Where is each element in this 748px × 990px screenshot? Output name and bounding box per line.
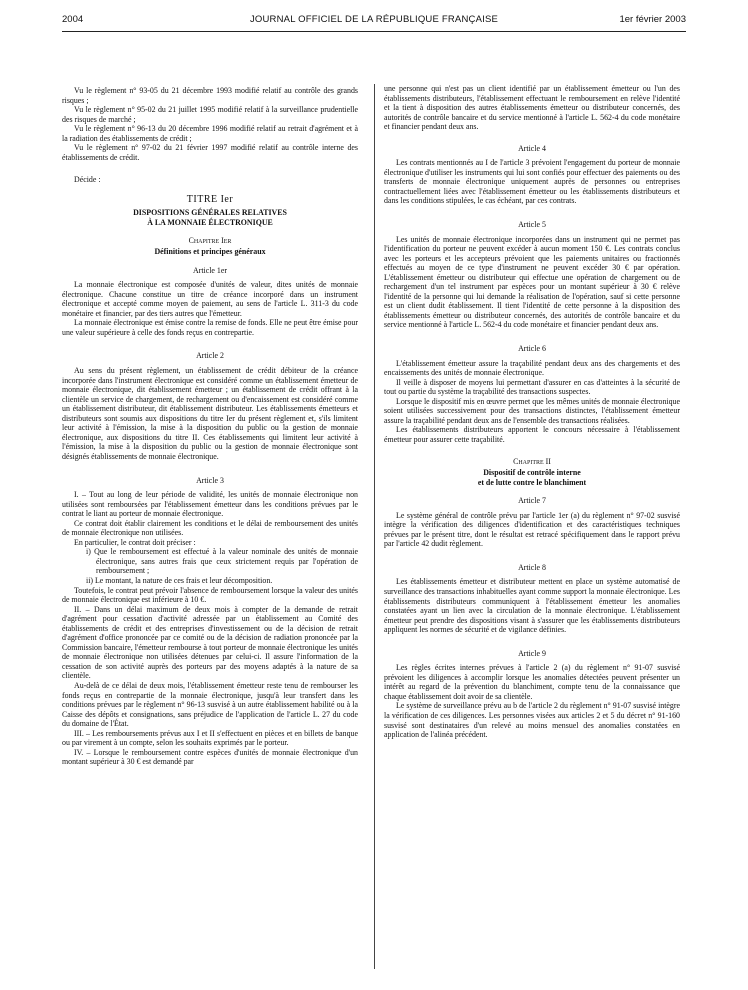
page-number: 2004: [62, 14, 84, 25]
chapter-title: Définitions et principes généraux: [154, 247, 266, 257]
issue-date: 1er février 2003: [619, 14, 686, 25]
visa: Vu le règlement n° 95-02 du 21 juillet 1995 modifié relatif à la surveillance prudentielle des risques de marché ;: [62, 105, 358, 124]
paragraph: Ce contrat doit établir clairement les conditions et le délai de remboursement des unités de monnaie électronique non utilisées.: [62, 518, 358, 538]
article-heading: Article 8: [518, 562, 546, 572]
page-header: [62, 14, 686, 30]
chapter-title: et de lutte contre le blanchiment: [477, 477, 587, 487]
paragraph: une personne qui n'est pas un client identifié par un établissement émetteur ou l'un des établissements distributeurs, l'établissement effectuant le remboursement en relève l'identité et la tient à disposition des autres établissements émetteur ou distributeur concernés, des autorités de contrôle bancaire et du service mentionné à l'article L. 562-4 du code monétaire et financier pendant deux ans.: [384, 84, 680, 132]
title-subheading: DISPOSITIONS GÉNÉRALES RELATIVES: [133, 208, 287, 218]
article-heading: Article 3: [196, 475, 224, 485]
article-heading: Article 6: [518, 344, 546, 354]
paragraph: Le système de surveillance prévu au b de l'article 2 du règlement n° 91-07 susvisé intègre la vérification de ces diligences. Les personnes visées aux articles 2 et 5 du décret n° 91-160 susvisé sont destinataires d'un relevé au moins mensuel des anomalies constatées en application de l'alinéa précédent.: [384, 701, 680, 740]
paragraph: L'établissement émetteur assure la traçabilité pendant deux ans des chargements et des encaissements des unités de monnaie électronique.: [384, 358, 680, 378]
column-divider: [374, 84, 375, 969]
article-heading: Article 4: [518, 143, 546, 153]
chapter-heading: Chapitre Ier: [188, 235, 232, 245]
chapter-title: Dispositif de contrôle interne: [483, 468, 581, 478]
chapter-heading: Chapitre II: [513, 456, 551, 466]
visa: Vu le règlement n° 93-05 du 21 décembre 1993 modifié relatif au contrôle des grands risques ;: [62, 86, 358, 105]
paragraph: Toutefois, le contrat peut prévoir l'absence de remboursement lorsque la valeur des unités de monnaie électronique est inférieure à 10 €.: [62, 585, 358, 605]
title-heading: TITRE Ier: [186, 193, 234, 205]
paragraph: Au sens du présent règlement, un établissement de crédit débiteur de la créance incorporée dans l'instrument électronique est considéré comme un établissement émetteur de monnaie électronique, dit établissement émetteur ; un établissement de crédit offrant à la clientèle un service de chargement, de rechargement ou d'encaissement est considéré comme un établissement distributeur, dit établissement distributeur. Les établissements émetteurs et distributeurs sont soumis aux dispositions du titre Ier du présent règlement et, s'ils limitent leur activité à l'émission, la mise à la disposition du public ou la gestion de monnaie électronique, aux dispositions du titre II. Ces établissements qui limitent leur activité à l'émission, la mise à la disposition du public ou la gestion de monnaie électronique sont désignés établissements de monnaie électronique.: [62, 366, 358, 461]
list-item: i) Que le remboursement est effectué à la valeur nominale des unités de monnaie électronique, sans autres frais que ceux strictement requis par l'opération de remboursement ;: [86, 547, 358, 576]
paragraph: Le système général de contrôle prévu par l'article 1er (a) du règlement n° 97-02 susvisé intègre la vérification des diligences d'identification et des caractéristiques techniques prévues par le présent titre, dont le résultat est retracé spécifiquement dans le rapport prévu par l'article 42 dudit règlement.: [384, 510, 680, 549]
header-rule: [62, 31, 686, 32]
title-subheading: À LA MONNAIE ÉLECTRONIQUE: [147, 218, 273, 228]
journal-title: JOURNAL OFFICIEL DE LA RÉPUBLIQUE FRANÇAISE: [249, 14, 499, 25]
right-column: [384, 84, 680, 740]
article-heading: Article 5: [518, 220, 546, 230]
paragraph: Les règles écrites internes prévues à l'article 2 (a) du règlement n° 91-07 susvisé prévoient les diligences à accomplir lorsque les anomalies détectées peuvent présenter un intérêt au regard de la prévention du blanchiment, compte tenu de la connaissance que chaque établissement doit avoir de sa clientèle.: [384, 663, 680, 701]
paragraph: En particulier, le contrat doit préciser :: [74, 537, 196, 547]
paragraph: La monnaie électronique est émise contre la remise de fonds. Elle ne peut être émise pour une valeur supérieure à celle des fonds reçus en contrepartie.: [62, 318, 358, 337]
paragraph: Lorsque le dispositif mis en œuvre permet que les mêmes unités de monnaie électronique soient utilisées successivement pour des transactions distinctes, l'établissement émetteur assure la traçabilité pendant deux ans de l'ensemble des transactions réalisées.: [384, 396, 680, 425]
decide-label: Décide :: [74, 175, 101, 185]
list-item: ii) Le montant, la nature de ces frais et leur décomposition.: [86, 575, 273, 585]
paragraph: Les établissements distributeurs apportent le concours nécessaire à l'établissement émetteur pour assurer cette traçabilité.: [384, 425, 680, 444]
paragraph: Au-delà de ce délai de deux mois, l'établissement émetteur reste tenu de rembourser les fonds reçus en contrepartie de la monnaie électronique, jusqu'à leur transfert dans les conditions prévues par le règlement n° 96-13 susvisé à un autre établissement habilité ou à la Caisse des dépôts et consignations, sans préjudice de l'application de l'article L. 27 du code du domaine de l'État.: [62, 680, 358, 729]
paragraph: Les établissements émetteur et distributeur mettent en place un système automatisé de surveillance des transactions inhabituelles ayant comme support la monnaie électronique. Les établissements distributeurs communiquent à l'établissement émetteur les anomalies constatées ayant un lien avec la circulation de la monnaie électronique. L'établissement émetteur peut prendre des dispositions visant à s'assurer que les établissements distributeurs appliquent les normes de sécurité et de vigilance définies.: [384, 577, 680, 635]
article-heading: Article 1er: [193, 265, 227, 275]
visa: Vu le règlement n° 96-13 du 20 décembre 1996 modifié relatif au retrait d'agrément et à la radiation des établissements de crédit ;: [62, 124, 358, 143]
paragraph: Les unités de monnaie électronique incorporées dans un instrument qui ne permet pas l'identification du porteur ne peuvent excéder à aucun moment 150 €. Les contrats conclus avec les porteurs et les accepteurs prévoient que les paiements unitaires ou fractionnés effectués au moyen de ce type d'instrument ne peuvent excéder 30 € par opération. L'établissement émetteur ou distributeur qui effectue une opération de chargement ou de rechargement d'un tel instrument par espèces pour un montant supérieur à 30 € relève l'identité de la personne qui lui demande la réalisation de l'opération, sauf si cette personne est un client dudit établissement. Il tient l'identité de cette personne à la disposition des établissements émetteur ou distributeur concernés, des autorités de contrôle bancaire et du service mentionné à l'article L. 562-4 du code monétaire et financier pendant deux ans.: [384, 234, 680, 330]
paragraph: La monnaie électronique est composée d'unités de valeur, dites unités de monnaie électronique. Chacune constitue un titre de créance incorporé dans un instrument électronique et accepté comme moyen de paiement, au sens de l'article L. 311-3 du code monétaire et financier, par des tiers autres que l'émetteur.: [62, 280, 358, 318]
paragraph: II. – Dans un délai maximum de deux mois à compter de la demande de retrait d'agrément pour cessation d'activité adressée par un établissement au Comité des établissements de crédit et des entreprises d'investissement ou de la décision de retrait d'agrément d'office prononcée par ce comité ou de la décision de radiation prononcée par la Commission bancaire, l'émetteur rembourse à tout porteur de monnaie électronique les unités de monnaie électronique non utilisées détenues par celui-ci. Il assure l'information de la cessation de son activité auprès des porteurs par des moyens adaptés à la nature de sa clientèle.: [62, 604, 358, 681]
article-heading: Article 2: [196, 351, 224, 361]
paragraph: Il veille à disposer de moyens lui permettant d'assurer en cas d'atteintes à la sécurité de tout ou partie du système la traçabilité des transactions suspectes.: [384, 377, 680, 397]
left-column: [62, 86, 358, 767]
paragraph: IV. – Lorsque le remboursement contre espèces d'unités de monnaie électronique d'un montant supérieur à 30 € est demandé par: [62, 747, 358, 767]
article-heading: Article 9: [518, 648, 546, 658]
paragraph: III. – Les remboursements prévus aux I et II s'effectuent en pièces et en billets de banque ou par virement à un compte, selon les souhaits exprimés par le porteur.: [62, 728, 358, 748]
visa: Vu le règlement n° 97-02 du 21 février 1997 modifié relatif au contrôle interne des établissements de crédit.: [62, 143, 358, 162]
paragraph: Les contrats mentionnés au I de l'article 3 prévoient l'engagement du porteur de monnaie électronique d'utiliser les instruments qui lui sont confiés pour effectuer des paiements ou des transferts de monnaie électronique uniquement auprès de personnes ou entreprises contractuellement liées avec l'établissement émetteur ou les établissements distributeurs et dans les conditions stipulées, le cas échéant, par ces contrats.: [384, 158, 680, 206]
paragraph: I. – Tout au long de leur période de validité, les unités de monnaie électronique non utilisées sont remboursées par l'établissement émetteur dans les conditions prévues par le contrat le liant au porteur de monnaie électronique.: [62, 490, 358, 519]
article-heading: Article 7: [518, 496, 546, 506]
